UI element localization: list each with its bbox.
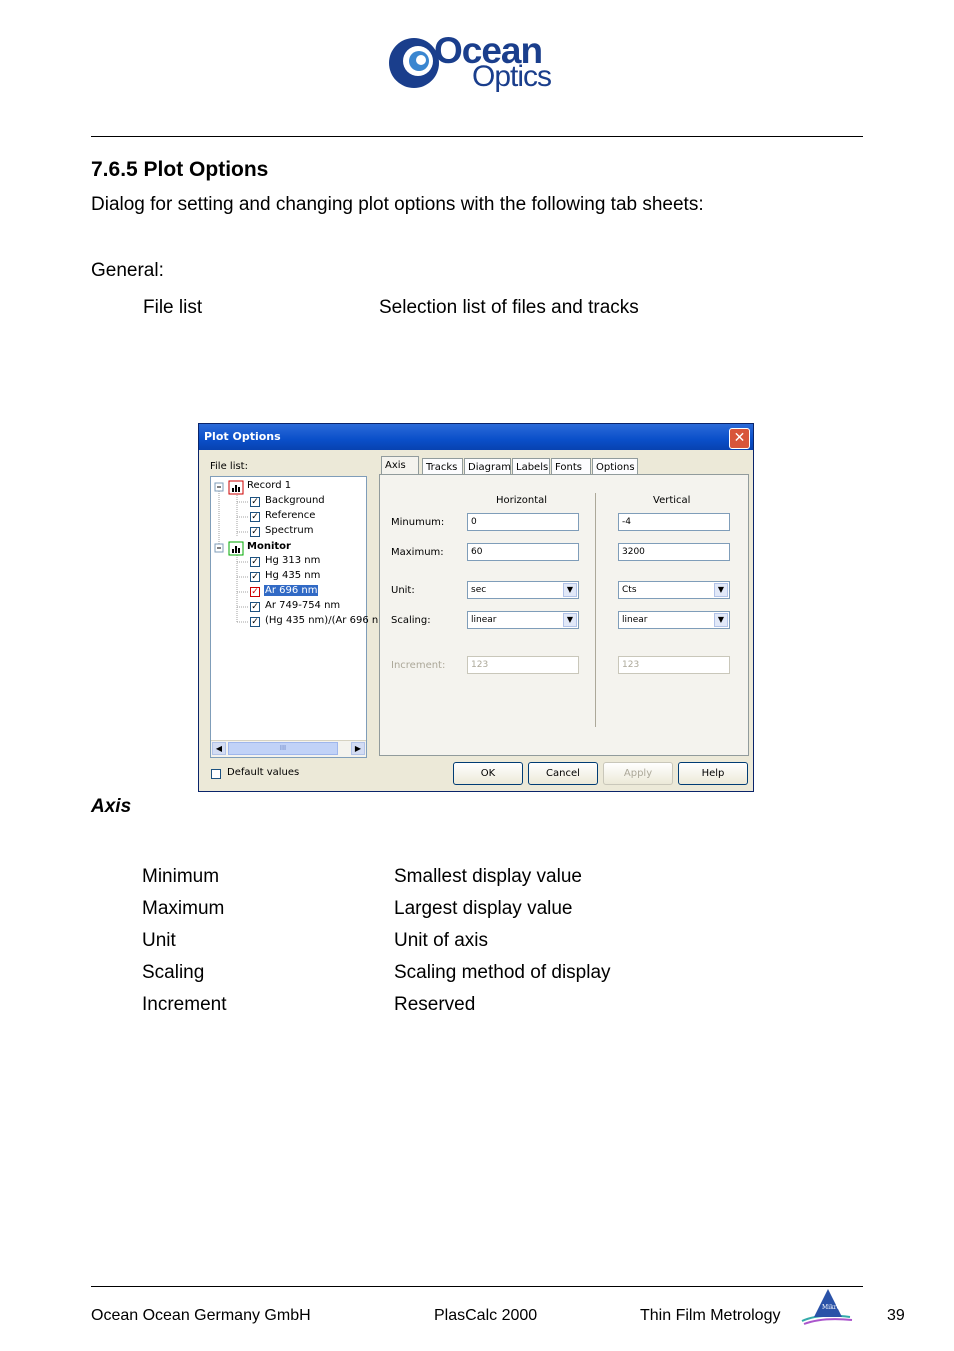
general-desc: Selection list of files and tracks	[379, 297, 639, 318]
scaling-label: Scaling:	[391, 615, 431, 626]
minimum-label: Minumum:	[391, 517, 445, 528]
footer-topic: Thin Film Metrology	[640, 1307, 781, 1324]
file-tree[interactable]	[210, 476, 379, 758]
checkbox-background[interactable]: ✓	[251, 497, 259, 507]
vertical-minimum-input[interactable]: -4	[618, 513, 730, 531]
nautilus-icon	[388, 30, 436, 94]
tree-item-ar749[interactable]: Ar 749-754 nm	[265, 600, 341, 611]
tree-item-hg435[interactable]: Hg 435 nm	[265, 570, 321, 581]
mikropack-logo-text: Mikropack	[822, 1304, 855, 1311]
unit-label: Unit:	[391, 585, 415, 596]
tab-axis[interactable]: Axis	[381, 456, 419, 476]
tab-labels[interactable]: Labels	[512, 458, 550, 475]
tab-options[interactable]: Options	[592, 458, 638, 475]
vertical-maximum-input[interactable]: 3200	[618, 543, 730, 561]
tab-tracks[interactable]: Tracks	[422, 458, 463, 475]
axis-desc-scaling: Scaling method of display	[394, 962, 611, 983]
header-rule	[91, 136, 863, 137]
chevron-down-icon[interactable]: ▼	[563, 583, 577, 597]
axis-term-minimum: Minimum	[142, 866, 220, 887]
tree-item-reference[interactable]: Reference	[265, 510, 316, 521]
vertical-unit-value: Cts	[622, 585, 637, 595]
chevron-down-icon[interactable]: ▼	[563, 613, 577, 627]
close-button[interactable]: ✕	[729, 428, 750, 449]
column-separator	[595, 493, 596, 727]
general-label: General:	[91, 260, 164, 281]
page-number: 39	[887, 1307, 905, 1324]
tree-item-monitor[interactable]: Monitor	[247, 541, 291, 552]
axis-term-scaling: Scaling	[142, 962, 205, 983]
axis-term-maximum: Maximum	[142, 898, 225, 919]
axis-heading: Axis	[91, 796, 132, 817]
checkbox-ar749[interactable]: ✓	[251, 602, 259, 612]
tree-item-ar696[interactable]: Ar 696 nm	[265, 585, 318, 596]
default-values-checkbox[interactable]	[211, 769, 221, 779]
ok-button[interactable]: OK	[453, 762, 523, 785]
axis-tab-panel	[379, 474, 749, 756]
checkbox-hg435[interactable]: ✓	[251, 572, 259, 582]
axis-term-unit: Unit	[142, 930, 176, 951]
chevron-down-icon[interactable]: ▼	[714, 613, 728, 627]
checkbox-reference[interactable]: ✓	[251, 512, 259, 522]
vertical-unit-select[interactable]	[618, 581, 730, 599]
vertical-increment-input: 123	[618, 656, 730, 674]
horizontal-maximum-input[interactable]: 60	[467, 543, 579, 561]
logo-word-optics: Optics	[472, 60, 552, 93]
tab-diagram[interactable]: Diagram	[464, 458, 511, 475]
tree-item-hg313[interactable]: Hg 313 nm	[265, 555, 321, 566]
horizontal-unit-value: sec	[471, 585, 487, 595]
horizontal-minimum-input[interactable]: 0	[467, 513, 579, 531]
axis-desc-maximum: Largest display value	[394, 898, 573, 919]
logo-word-ocean: Ocean	[434, 30, 543, 71]
horizontal-increment-input: 123	[467, 656, 579, 674]
mikropack-triangle-icon	[800, 1287, 858, 1327]
help-button[interactable]: Help	[678, 762, 748, 785]
mikropack-logo	[800, 1287, 858, 1327]
vertical-heading: Vertical	[653, 495, 691, 506]
tree-item-record[interactable]: Record 1	[247, 480, 292, 491]
apply-button: Apply	[603, 762, 673, 785]
footer-product: PlasCalc 2000	[434, 1307, 538, 1324]
footer-rule	[91, 1286, 863, 1287]
checkbox-ar696[interactable]: ✓	[251, 587, 259, 597]
tree-item-spectrum[interactable]: Spectrum	[265, 525, 314, 536]
tree-item-ratio[interactable]: (Hg 435 nm)/(Ar 696 n	[265, 615, 379, 626]
scroll-left-icon[interactable]: ◀	[212, 742, 226, 755]
axis-desc-minimum: Smallest display value	[394, 866, 582, 887]
dialog-title-bar[interactable]	[199, 424, 753, 450]
scroll-thumb[interactable]: III	[228, 742, 338, 755]
tree-item-background[interactable]: Background	[265, 495, 325, 506]
cancel-button[interactable]: Cancel	[528, 762, 598, 785]
axis-desc-increment: Reserved	[394, 994, 476, 1015]
horizontal-scrollbar[interactable]	[211, 740, 366, 757]
tab-fonts[interactable]: Fonts	[551, 458, 591, 475]
increment-label: Increment:	[391, 660, 446, 671]
axis-desc-unit: Unit of axis	[394, 930, 488, 951]
footer-company: Ocean Ocean Germany GmbH	[91, 1307, 311, 1324]
axis-term-increment: Increment	[142, 994, 227, 1015]
horizontal-scaling-value: linear	[471, 615, 497, 625]
maximum-label: Maximum:	[391, 547, 444, 558]
horizontal-scaling-select[interactable]	[467, 611, 579, 629]
checkbox-ratio[interactable]: ✓	[251, 617, 259, 627]
checkbox-hg313[interactable]: ✓	[251, 557, 259, 567]
vertical-scaling-select[interactable]	[618, 611, 730, 629]
section-heading: 7.6.5 Plot Options	[91, 158, 269, 181]
horizontal-heading: Horizontal	[496, 495, 548, 506]
general-term: File list	[143, 297, 203, 318]
chevron-down-icon[interactable]: ▼	[714, 583, 728, 597]
default-values-label: Default values	[227, 767, 300, 778]
vertical-scaling-value: linear	[622, 615, 648, 625]
horizontal-unit-select[interactable]	[467, 581, 579, 599]
dialog-title: Plot Options	[204, 430, 281, 443]
plot-options-dialog	[198, 423, 754, 792]
file-list-label: File list:	[210, 461, 248, 472]
section-intro: Dialog for setting and changing plot options with the following tab sheets:	[91, 194, 704, 215]
ocean-optics-logo	[388, 28, 568, 98]
checkbox-spectrum[interactable]: ✓	[251, 527, 259, 537]
scroll-right-icon[interactable]: ▶	[351, 742, 365, 755]
